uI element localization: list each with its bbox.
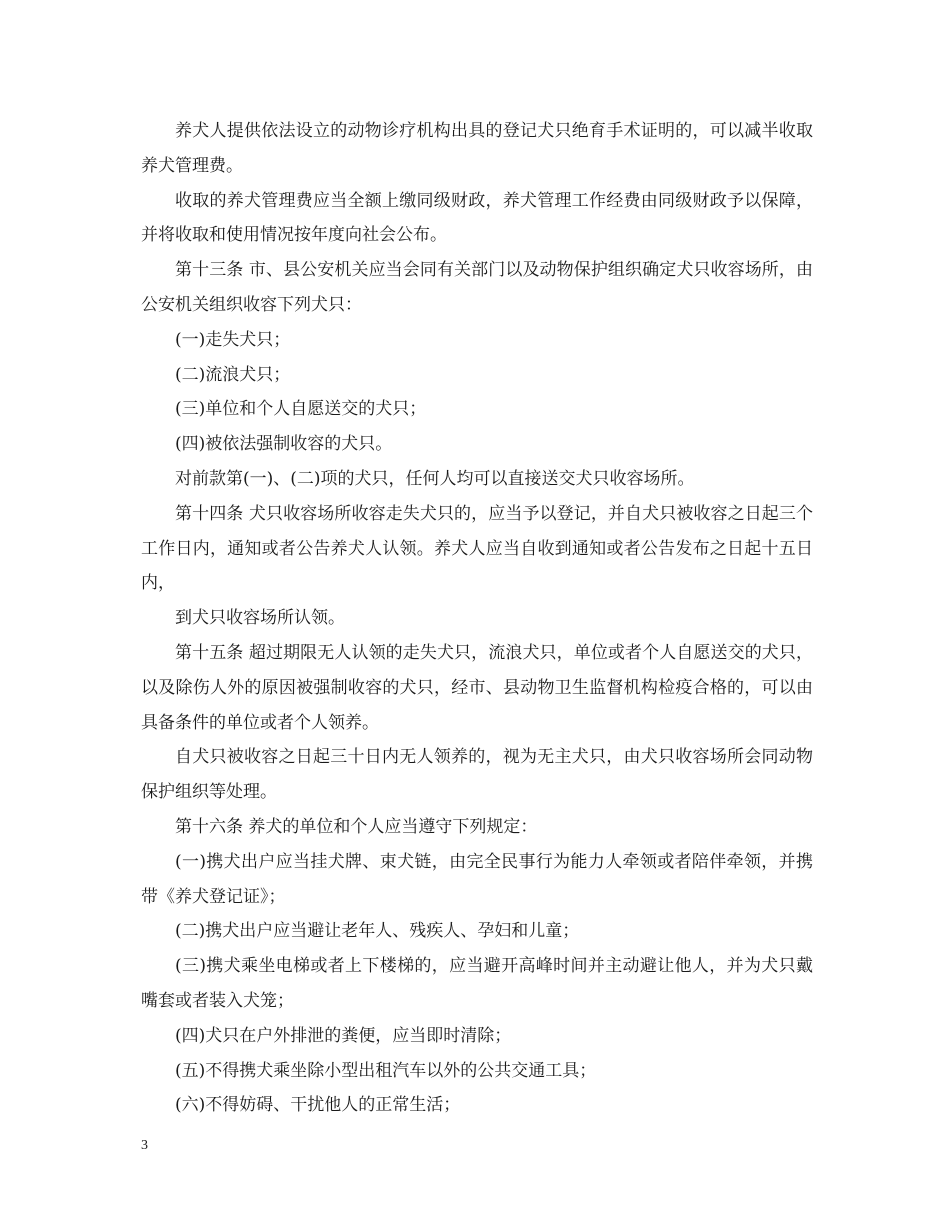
paragraph-8: 对前款第(一)、(二)项的犬只，任何人均可以直接送交犬只收容场所。 xyxy=(175,468,695,489)
document-body xyxy=(141,114,813,1123)
paragraph-7: (四)被依法强制收容的犬只。 xyxy=(175,434,393,455)
paragraph-18: (五)不得携犬乘坐除小型出租汽车以外的公共交通工具； xyxy=(175,1060,597,1081)
paragraph-3: 第十三条 市、县公安机关应当会同有关部门以及动物保护组织确定犬只收容场所，由公安机关组织收容下列犬只： xyxy=(141,260,813,315)
paragraph-17: (四)犬只在户外排泄的粪便，应当即时清除； xyxy=(175,1025,512,1046)
paragraph-13: 第十六条 养犬的单位和个人应当遵守下列规定： xyxy=(175,816,538,837)
paragraph-14: (一)携犬出户应当挂犬牌、束犬链，由完全民事行为能力人牵领或者陪伴牵领，并携带《养犬登记证》； xyxy=(141,851,813,907)
paragraph-11: 第十五条 超过期限无人认领的走失犬只，流浪犬只，单位或者个人自愿送交的犬只，以及除伤人外的原因被强制收容的犬只，经市、县动物卫生监督机构检疫合格的，可以由具备条件的单位或者个人领养。 xyxy=(141,642,813,733)
paragraph-1: 养犬人提供依法设立的动物诊疗机构出具的登记犬只绝育手术证明的，可以减半收取养犬管理费。 xyxy=(141,121,813,176)
paragraph-10: 到犬只收容场所认领。 xyxy=(175,608,345,629)
paragraph-15: (二)携犬出户应当避让老年人、残疾人、孕妇和儿童； xyxy=(175,921,580,942)
paragraph-9: 第十四条 犬只收容场所收容走失犬只的，应当予以登记，并自犬只被收容之日起三个工作日内，通知或者公告养犬人认领。养犬人应当自收到通知或者公告发布之日起十五日内， xyxy=(141,503,813,594)
paragraph-4: (一)走失犬只； xyxy=(175,329,291,350)
paragraph-12: 自犬只被收容之日起三十日内无人领养的，视为无主犬只，由犬只收容场所会同动物保护组织等处理。 xyxy=(141,747,813,803)
paragraph-16: (三)携犬乘坐电梯或者上下楼梯的，应当避开高峰时间并主动避让他人，并为犬只戴嘴套或者装入犬笼； xyxy=(141,956,813,1011)
paragraph-19: (六)不得妨碍、干扰他人的正常生活； xyxy=(175,1095,461,1116)
paragraph-5: (二)流浪犬只； xyxy=(175,364,291,385)
paragraph-6: (三)单位和个人自愿送交的犬只； xyxy=(175,399,427,420)
page-number: 3 xyxy=(141,1138,148,1153)
paragraph-2: 收取的养犬管理费应当全额上缴同级财政，养犬管理工作经费由同级财政予以保障，并将收取和使用情况按年度向社会公布。 xyxy=(141,190,813,246)
